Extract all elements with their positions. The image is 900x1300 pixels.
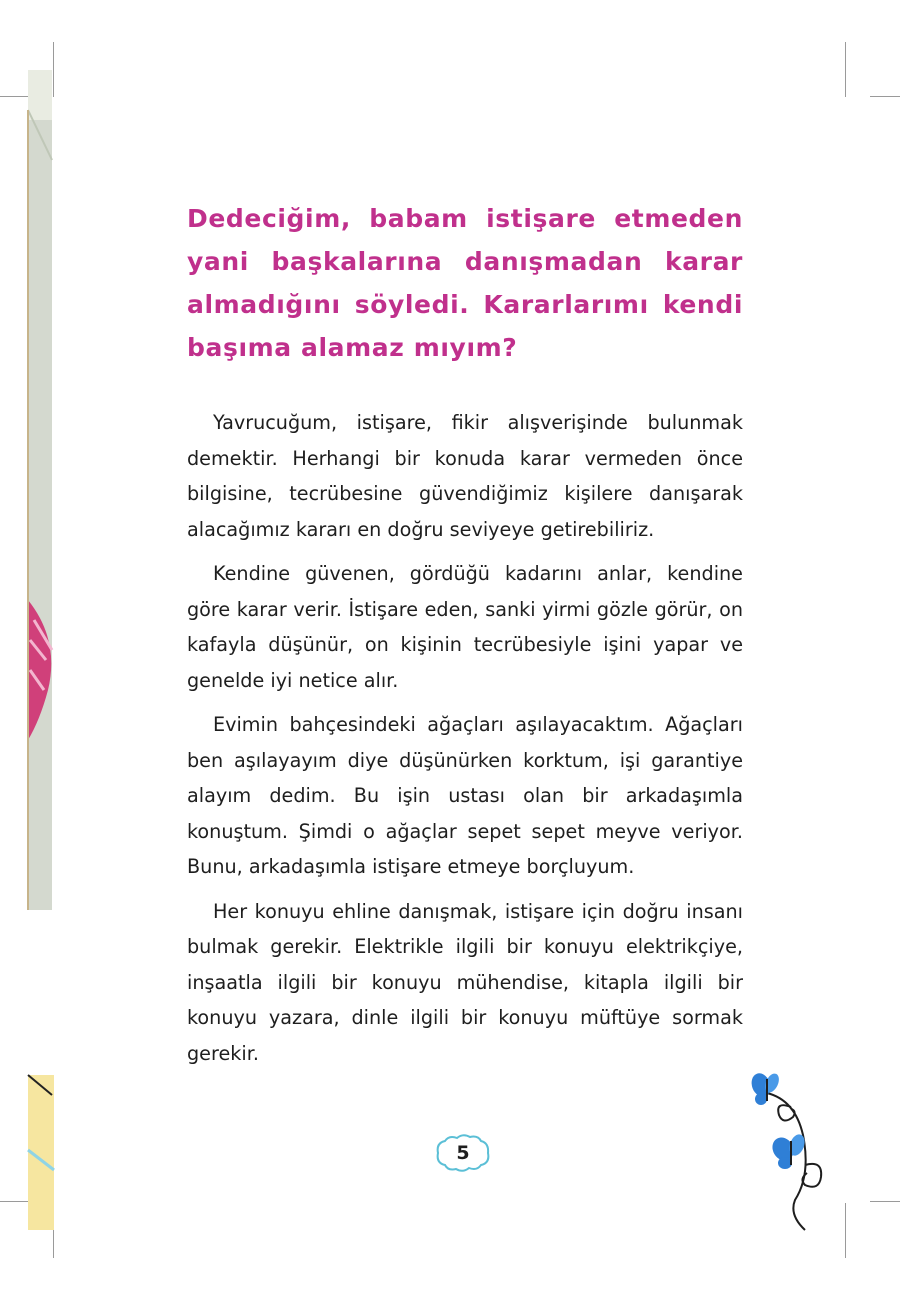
crop-mark: [845, 1203, 846, 1258]
crop-mark: [870, 96, 900, 97]
paragraph: Evimin bahçesindeki ağaçları aşılayacaktım. Ağaçları ben aşılayayım diye düşünürken korktum, işi garantiye alayım dedim. Bu işin ustası olan bir arkadaşımla konuştum. Şimdi o ağaçlar sepet sepet meyve veriyor. Bunu, arkadaşımla istişare etmeye borçluyum.: [187, 713, 743, 878]
butterfly-swirl-ornament: [745, 1065, 835, 1235]
crop-mark: [870, 1201, 900, 1202]
answer-body: [187, 405, 743, 1080]
butterfly-icon: [768, 1132, 807, 1169]
paragraph: Kendine güvenen, gördüğü kadarını anlar, kendine göre karar verir. İstişare eden, sanki yirmi gözle görür, on kafayla düşünür, on kişinin tecrübesiyle işini yapar ve genelde iyi netice alır.: [187, 562, 743, 692]
butterfly-icon: [748, 1071, 781, 1105]
paragraph: Her konuyu ehline danışmak, istişare için doğru insanı bulmak gerekir. Elektrikle ilgili bir konuyu elektrikçiye, inşaatla ilgili bir konuyu mühendise, kitapla ilgili bir konuyu yazara, dinle ilgili bir konuyu müftüye sormak gerekir.: [187, 899, 743, 1065]
crop-mark: [845, 42, 846, 97]
question-heading: Dedeciğim, babam istişare etmeden yani başkalarına danışmadan karar almadığını söyledi. Kararlarımı kendi başıma alamaz mıyım?: [187, 204, 743, 362]
page-number-badge: [433, 1133, 493, 1173]
left-edge-illustration: [0, 0, 60, 1300]
paragraph: Yavrucuğum, istişare, fikir alışverişinde bulunmak demektir. Herhangi bir konuda karar vermeden önce bilgisine, tecrübesine güvendiğimiz kişilere danışarak alacağımız kararı en doğru seviyeye getirebiliriz.: [187, 411, 743, 541]
page-number: 5: [456, 1142, 470, 1164]
